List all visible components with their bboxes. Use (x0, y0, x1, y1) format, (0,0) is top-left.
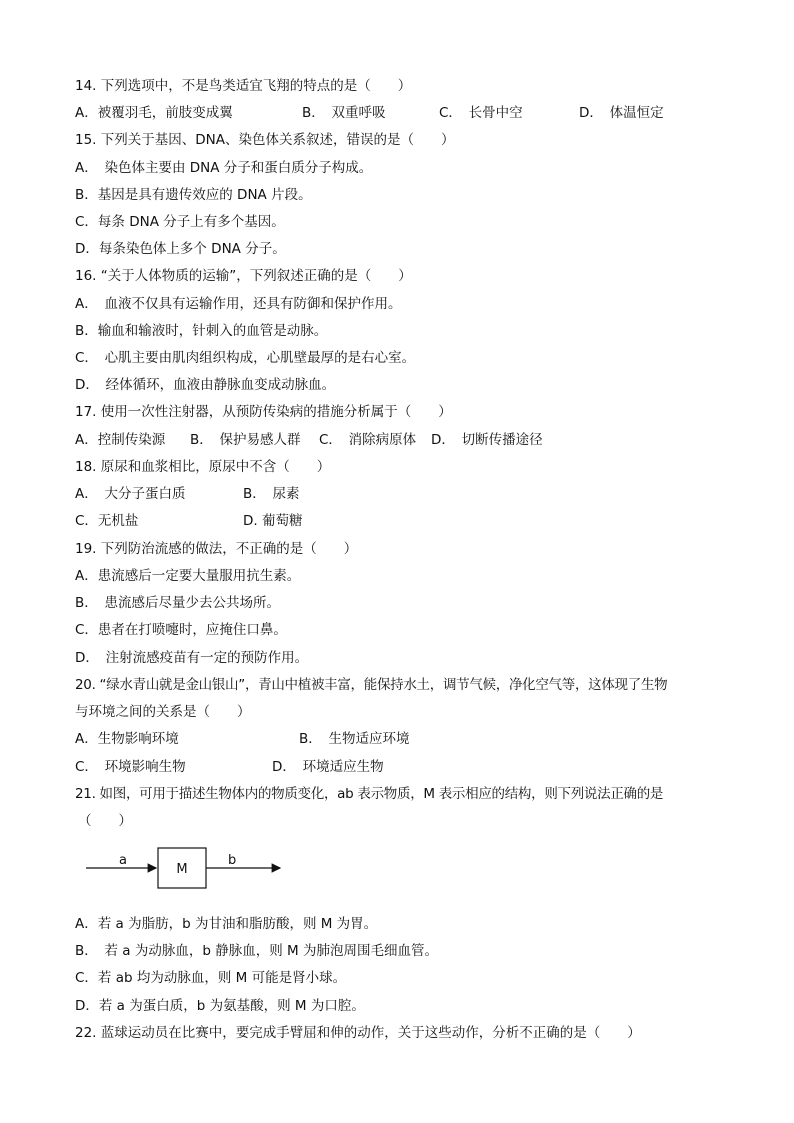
flow-diagram-svg (82, 842, 302, 898)
question-20-option-a: A．生物影响环境 (75, 731, 179, 747)
question-16-option-a: A． 血液不仅具有运输作用，还具有防御和保护作用。 (75, 296, 402, 312)
question-21-stem-continued: （ ） (78, 813, 132, 829)
question-14-option-a: A．被覆羽毛，前肢变成翼 (75, 105, 233, 121)
question-15-stem: 15. 下列关于基因、DNA、染色体关系叙述，错误的是（ ） (75, 132, 455, 148)
question-14-option-b: B． 双重呼吸 (302, 105, 386, 121)
question-16-stem: 16. “关于人体物质的运输”，下列叙述正确的是（ ） (75, 268, 412, 284)
question-21-option-d: D．若 a 为蛋白质，b 为氨基酸，则 M 为口腔。 (75, 998, 365, 1014)
input-label: a (119, 853, 127, 868)
question-19-option-a: A．患流感后一定要大量服用抗生素。 (75, 568, 301, 584)
question-17-option-c: C． 消除病原体 (319, 432, 417, 448)
question-16-option-d: D． 经体循环，血液由静脉血变成动脉血。 (75, 377, 336, 393)
question-17-option-d: D． 切断传播途径 (431, 432, 543, 448)
question-20-stem-continued: 与环境之间的关系是（ ） (75, 704, 251, 720)
question-18-option-a: A． 大分子蛋白质 (75, 486, 186, 502)
question-19-option-b: B． 患流感后尽量少去公共场所。 (75, 595, 281, 611)
question-21-stem: 21. 如图，可用于描述生物体内的物质变化，ab 表示物质，M 表示相应的结构，则下列说法正确的是 (75, 786, 664, 802)
question-20-option-c: C． 环境影响生物 (75, 759, 186, 775)
question-18-option-b: B． 尿素 (243, 486, 300, 502)
question-20-stem: 20. “绿水青山就是金山银山”，青山中植被丰富，能保持水土，调节气候，净化空气等，这体现了生物 (75, 677, 668, 693)
question-15-option-c: C．每条 DNA 分子上有多个基因。 (75, 214, 285, 230)
question-21-option-c: C．若 ab 均为动脉血，则 M 可能是肾小球。 (75, 970, 347, 986)
question-21-option-a: A．若 a 为脂肪，b 为甘油和脂肪酸，则 M 为胃。 (75, 916, 378, 932)
question-19-option-c: C．患者在打喷嚏时，应掩住口鼻。 (75, 622, 287, 638)
question-22-stem: 22. 蓝球运动员在比赛中，要完成手臂屈和伸的动作，关于这些动作，分析不正确的是（ ） (75, 1025, 641, 1041)
question-14-stem: 14. 下列选项中，不是鸟类适宜飞翔的特点的是（ ） (75, 78, 412, 94)
question-17-option-a: A．控制传染源 (75, 432, 166, 448)
question-16-option-b: B．输血和输液时，针刺入的血管是动脉。 (75, 323, 328, 339)
flow-diagram (82, 842, 302, 898)
output-label: b (228, 853, 237, 868)
structure-label: M (176, 862, 188, 877)
question-17-stem: 17. 使用一次性注射器，从预防传染病的措施分析属于（ ） (75, 404, 452, 420)
question-18-stem: 18. 原尿和血浆相比，原尿中不含（ ） (75, 459, 331, 475)
question-19-option-d: D． 注射流感疫苗有一定的预防作用。 (75, 650, 309, 666)
question-19-stem: 19. 下列防治流感的做法，不正确的是（ ） (75, 541, 358, 557)
question-14-option-d: D． 体温恒定 (579, 105, 664, 121)
question-15-option-d: D．每条染色体上多个 DNA 分子。 (75, 241, 286, 257)
question-17-option-b: B． 保护易感人群 (190, 432, 301, 448)
question-16-option-c: C． 心肌主要由肌肉组织构成，心肌壁最厚的是右心室。 (75, 350, 416, 366)
question-14-option-c: C． 长骨中空 (439, 105, 523, 121)
question-15-option-b: B．基因是具有遗传效应的 DNA 片段。 (75, 187, 312, 203)
question-18-option-c: C．无机盐 (75, 513, 139, 529)
question-18-option-d: D. 葡萄糖 (243, 513, 303, 529)
question-15-option-a: A． 染色体主要由 DNA 分子和蛋白质分子构成。 (75, 160, 373, 176)
question-21-option-b: B． 若 a 为动脉血，b 静脉血，则 M 为肺泡周围毛细血管。 (75, 943, 438, 959)
question-20-option-d: D． 环境适应生物 (272, 759, 384, 775)
question-20-option-b: B． 生物适应环境 (299, 731, 410, 747)
